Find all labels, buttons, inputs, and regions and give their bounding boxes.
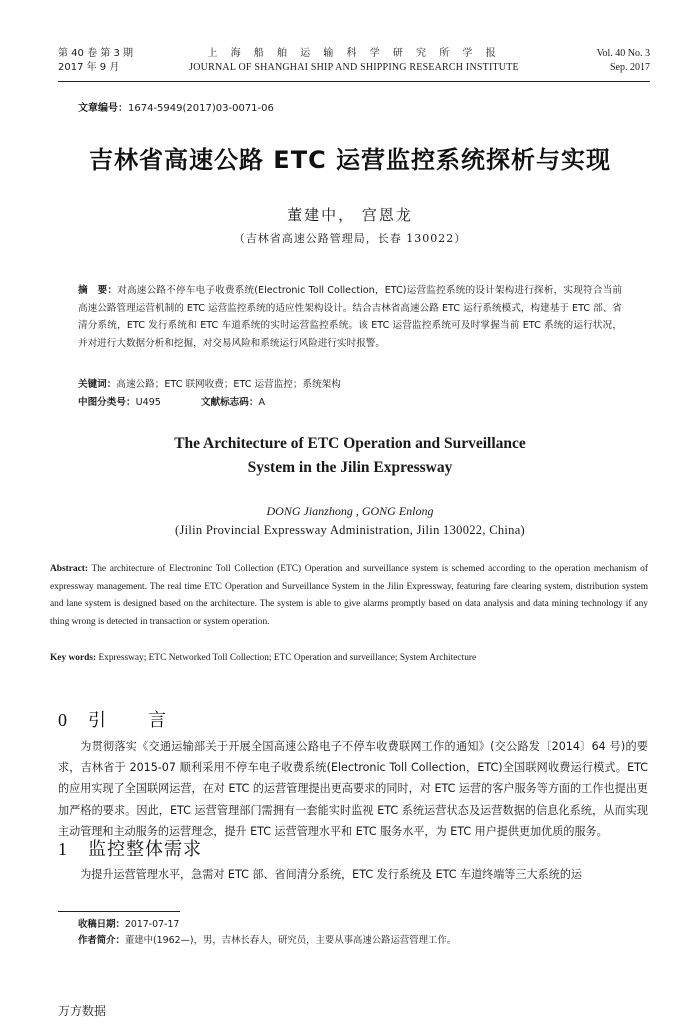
footnotes bbox=[78, 917, 456, 949]
clc-value: U495 bbox=[135, 397, 161, 408]
doc-code-label: 文献标志码： bbox=[200, 397, 259, 408]
watermark-text: 万方数据 bbox=[58, 1004, 107, 1018]
classification-line bbox=[78, 394, 265, 411]
abstract-en bbox=[50, 561, 648, 631]
keywords-cn bbox=[78, 376, 622, 393]
journal-title-cn: 上 海 船 舶 运 输 科 学 研 究 所 学 报 bbox=[207, 48, 501, 59]
abstract-en-label: Abstract: bbox=[50, 564, 89, 574]
keywords-en-label: Key words: bbox=[50, 653, 97, 663]
footnote-divider bbox=[58, 911, 180, 912]
footnote-received bbox=[78, 917, 456, 933]
section-number: 1 bbox=[58, 839, 68, 859]
doc-code-value: A bbox=[258, 397, 266, 408]
section-heading-introduction bbox=[58, 706, 178, 732]
keywords-cn-text: 高速公路；ETC 联网收费；ETC 运营监控；系统架构 bbox=[116, 379, 341, 390]
header-date-en: Sep. 2017 bbox=[610, 62, 650, 73]
article-number bbox=[78, 99, 274, 114]
paragraph: 为贯彻落实《交通运输部关于开展全国高速公路电子不停车收费联网工作的通知》(交公路发〔2014〕64 号)的要求，吉林省于 2015-07 顺利采用不停车电子收费系统(Electronic Toll Collection，ETC)全国联网收费运行模式。ETC 的应用实现了全国联网运营，在对 ETC 的运营管理提出更高要求的同时，对 ETC 运营的客户服务等方面的工作也提出更加严格的要求。因此，ETC 运营管理部门需拥有一套能实时监视 ETC 系统运营状态及运营数据的信息化系统，从而实现主动管理和主动服务的运营理念，提升 ETC 运营管理水平和 ETC 服务水平，为 ETC 用户提供更加优质的服务。 bbox=[58, 740, 648, 838]
article-number-label: 文章编号： bbox=[78, 103, 128, 114]
header-date-cn: 2017 年 9 月 bbox=[58, 62, 120, 73]
section-heading-requirements bbox=[58, 835, 202, 861]
footnote-author bbox=[78, 933, 456, 949]
introduction-body bbox=[58, 736, 648, 842]
requirements-body bbox=[58, 864, 648, 885]
title-en bbox=[0, 432, 700, 480]
keywords-en-text: Expressway; ETC Networked Toll Collection; ETC Operation and surveillance; System Architecture bbox=[96, 653, 477, 663]
keywords-cn-label: 关键词： bbox=[78, 379, 117, 390]
section-title: 引 言 bbox=[88, 710, 178, 731]
header-issue-info bbox=[597, 47, 650, 75]
abstract-cn-text: 对高速公路不停车电子收费系统(Electronic Toll Collection，ETC)运营监控系统的设计架构进行探析，实现符合当前高速公路管理运营机制的 ETC 运营监控系统的适应性架构设计。结合吉林省高速公路 ETC 运行系统模式，构建基于 ETC 部、省清分系统，ETC 发行系统和 ETC 车道系统的实时运营监控系统。该 ETC 运营监控系统可及时掌握当前 ETC 系统的运行状况，并对进行大数据分析和挖掘，对交易风险和系统运行风险进行实时报警。 bbox=[78, 285, 622, 349]
clc-label: 中图分类号： bbox=[78, 397, 136, 408]
received-value: 2017-07-17 bbox=[124, 919, 180, 930]
affiliation-cn: （吉林省高速公路管理局，长春 130022） bbox=[233, 232, 467, 245]
title-cn: 吉林省高速公路 ETC 运营监控系统探析与实现 bbox=[88, 146, 612, 174]
section-number: 0 bbox=[58, 710, 79, 730]
paragraph: 为提升运营管理水平，急需对 ETC 部、省间清分系统，ETC 发行系统及 ETC 车道终端等三大系统的运 bbox=[80, 868, 583, 881]
abstract-cn-label: 摘 要： bbox=[78, 285, 118, 296]
affiliation-en: (Jilin Provincial Expressway Administration, Jilin 130022, China) bbox=[174, 523, 526, 537]
running-header bbox=[58, 47, 650, 82]
header-vol-no: Vol. 40 No. 3 bbox=[596, 48, 650, 59]
author-bio-label: 作者简介： bbox=[78, 935, 125, 946]
authors-cn: 董建中， 宫恩龙 bbox=[287, 206, 413, 224]
abstract-cn bbox=[78, 282, 622, 352]
title-en-line2: System in the Jilin Expressway bbox=[247, 459, 453, 476]
abstract-en-text: The architecture of Electroninc Toll Collection (ETC) Operation and surveillance system is schemed according to the operation mechanism of expressway management. The real time ETC Operation and Surveillance System in the Jilin Expressway, featuring fare clearing system, distribution system and lane system is designed based on the architecture. The system is able to give alarms promptly based on data analysis and data mining technology if any thing wrong is detected in transaction or system operation. bbox=[50, 564, 648, 627]
section-title: 监控整体需求 bbox=[88, 839, 202, 860]
keywords-en bbox=[50, 650, 648, 667]
author-bio-value: 董建中(1962—)，男，吉林长春人，研究员，主要从事高速公路运营管理工作。 bbox=[124, 935, 457, 946]
authors-en: DONG Jianzhong , GONG Enlong bbox=[266, 504, 434, 518]
header-volume: 第 40 卷 第 3 期 bbox=[58, 48, 133, 59]
title-en-line1: The Architecture of ETC Operation and Surveillance bbox=[174, 435, 526, 452]
article-number-value: 1674-5949(2017)03-0071-06 bbox=[128, 103, 274, 114]
journal-title-en: JOURNAL OF SHANGHAI SHIP AND SHIPPING RESEARCH INSTITUTE bbox=[189, 62, 519, 73]
received-label: 收稿日期： bbox=[78, 919, 125, 930]
header-journal-title bbox=[58, 47, 650, 75]
